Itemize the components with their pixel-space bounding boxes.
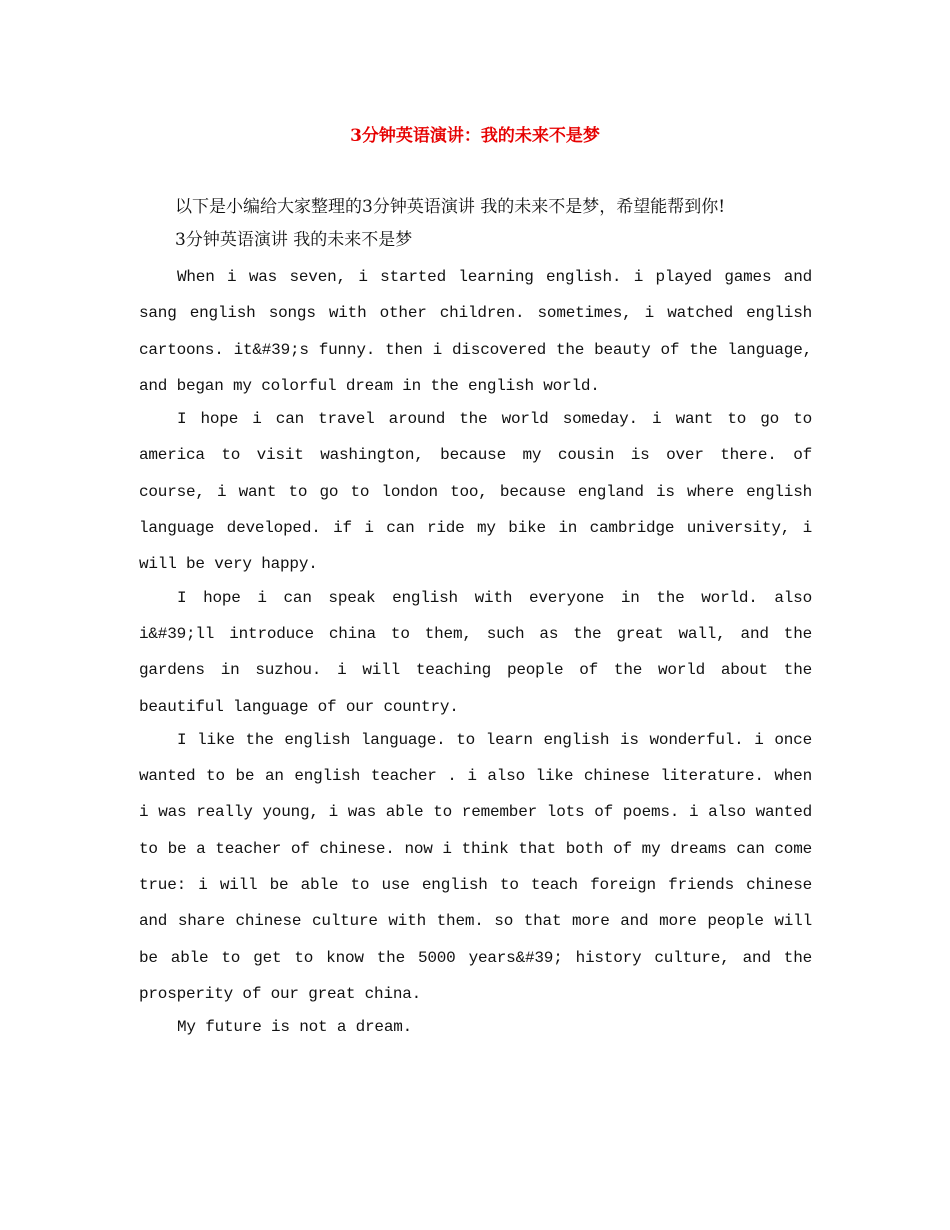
paragraph-5: My future is not a dream. — [177, 1018, 413, 1037]
paragraph-1: When i was seven, i started learning english. i played games and sang english songs with other children. sometimes, i watched english cartoons. it&#39;s funny. then i discovered the beauty of the language, and began my colorful dream in the english world. — [139, 268, 812, 395]
paragraph-3: I hope i can speak english with everyone in the world. also i&#39;ll introduce china to them, such as the great wall, and the gardens in suzhou. i will teaching people of the world about the beautiful language of our country. — [139, 588, 812, 716]
document-title: 3分钟英语演讲：我的未来不是梦 — [350, 126, 600, 146]
paragraph-4: I like the english language. to learn english is wonderful. i once wanted to be an english teacher . i also like chinese literature. when i was really young, i was able to remember lots of poems. i also wanted to be a teacher of chinese. now i think that both of my dreams can come true: i will be able to use english to teach foreign friends chinese and share chinese culture with them. so that more and more people will be able to get to know the 5000 years&#39; history culture, and the prosperity of our great china. — [139, 730, 812, 1003]
intro-line-2: 3分钟英语演讲 我的未来不是梦 — [175, 230, 413, 250]
paragraph-2: I hope i can travel around the world someday. i want to go to america to visit washington, because my cousin is over there. of course, i want to go to london too, because england is where english language developed. if i can ride my bike in cambridge university, i will be very happy. — [139, 410, 812, 574]
intro-line-1: 以下是小编给大家整理的3分钟英语演讲 我的未来不是梦，希望能帮到你! — [175, 197, 726, 217]
speech-body — [139, 259, 812, 1043]
